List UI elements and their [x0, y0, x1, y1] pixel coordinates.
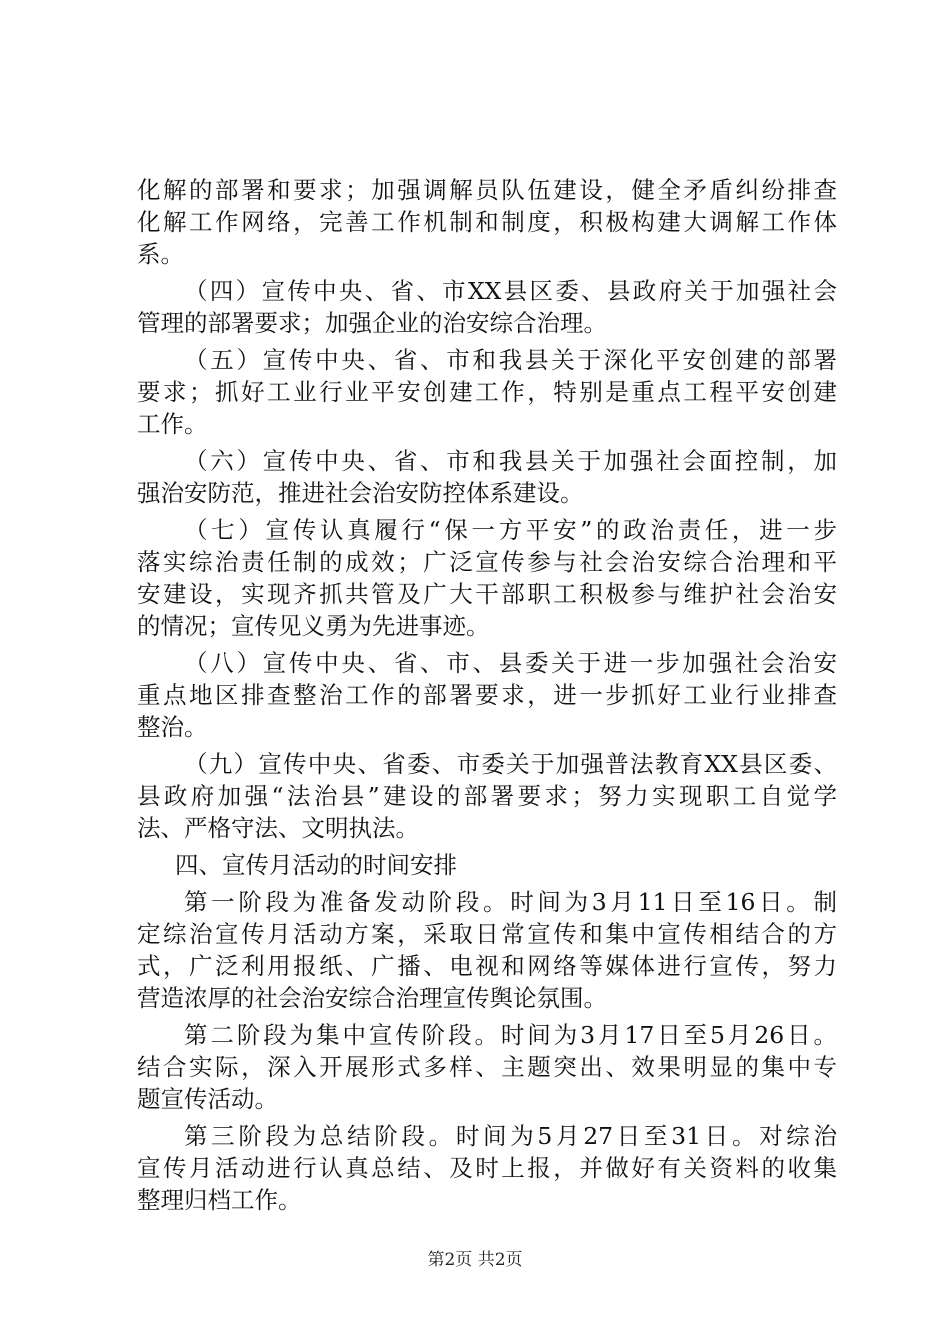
- text-line: 整理归档工作。: [137, 1186, 302, 1214]
- page-number: 第2页 共2页: [427, 1250, 523, 1270]
- paragraph-item-5: [137, 344, 837, 440]
- text-line: （九）宣传中央、省委、市委关于加强普法教育XX县区委、: [184, 750, 837, 778]
- body-text: [137, 174, 837, 1216]
- text-line: 式，广泛利用报纸、广播、电视和网络等媒体进行宣传，努力: [137, 952, 837, 980]
- text-line: 第三阶段为总结阶段。时间为5月27日至31日。对综治: [184, 1122, 837, 1150]
- paragraph-continuation: [137, 174, 837, 270]
- text-line: 法、严格守法、文明执法。: [137, 814, 419, 842]
- paragraph-stage-1: [137, 886, 837, 1014]
- page-footer: [0, 1245, 950, 1270]
- text-line: （六）宣传中央、省、市和我县关于加强社会面控制，加: [184, 447, 837, 475]
- text-line: 县政府加强“法治县”建设的部署要求；努力实现职工自觉学: [137, 782, 837, 810]
- paragraph-item-7: [137, 514, 837, 642]
- section-heading-text: 四、宣传月活动的时间安排: [175, 851, 457, 879]
- paragraph-item-9: [137, 748, 837, 844]
- text-line: 化解的部署和要求；加强调解员队伍建设，健全矛盾纠纷排查: [137, 176, 837, 204]
- text-line: 化解工作网络，完善工作机制和制度，积极构建大调解工作体: [137, 208, 837, 236]
- text-line: （七）宣传认真履行“保一方平安”的政治责任，进一步: [184, 516, 837, 544]
- text-line: 工作。: [137, 410, 208, 438]
- text-line: （八）宣传中央、省、市、县委关于进一步加强社会治安: [184, 649, 837, 677]
- text-line: 系。: [137, 240, 184, 268]
- text-line: 安建设，实现齐抓共管及广大干部职工积极参与维护社会治安: [137, 580, 837, 608]
- text-line: 题宣传活动。: [137, 1085, 278, 1113]
- text-line: 宣传月活动进行认真总结、及时上报，并做好有关资料的收集: [137, 1154, 837, 1182]
- section-heading: [137, 849, 837, 881]
- text-line: 的情况；宣传见义勇为先进事迹。: [137, 612, 490, 640]
- paragraph-item-4: [137, 275, 837, 339]
- text-line: （四）宣传中央、省、市XX县区委、县政府关于加强社会: [184, 277, 837, 305]
- text-line: 强治安防范，推进社会治安防控体系建设。: [137, 479, 584, 507]
- text-line: 第二阶段为集中宣传阶段。时间为3月17日至5月26日。: [184, 1021, 837, 1049]
- paragraph-item-6: [137, 445, 837, 509]
- text-line: 整治。: [137, 713, 208, 741]
- paragraph-stage-2: [137, 1019, 837, 1115]
- text-line: 第一阶段为准备发动阶段。时间为3月11日至16日。制: [184, 888, 837, 916]
- text-line: 管理的部署要求；加强企业的治安综合治理。: [137, 309, 607, 337]
- text-line: 营造浓厚的社会治安综合治理宣传舆论氛围。: [137, 984, 607, 1012]
- text-line: 重点地区排查整治工作的部署要求，进一步抓好工业行业排查: [137, 681, 837, 709]
- text-line: 结合实际，深入开展形式多样、主题突出、效果明显的集中专: [137, 1053, 837, 1081]
- text-line: （五）宣传中央、省、市和我县关于深化平安创建的部署: [184, 346, 837, 374]
- text-line: 落实综治责任制的成效；广泛宣传参与社会治安综合治理和平: [137, 548, 837, 576]
- paragraph-stage-3: [137, 1120, 837, 1216]
- paragraph-item-8: [137, 647, 837, 743]
- text-line: 定综治宣传月活动方案，采取日常宣传和集中宣传相结合的方: [137, 920, 837, 948]
- text-line: 要求；抓好工业行业平安创建工作，特别是重点工程平安创建: [137, 378, 837, 406]
